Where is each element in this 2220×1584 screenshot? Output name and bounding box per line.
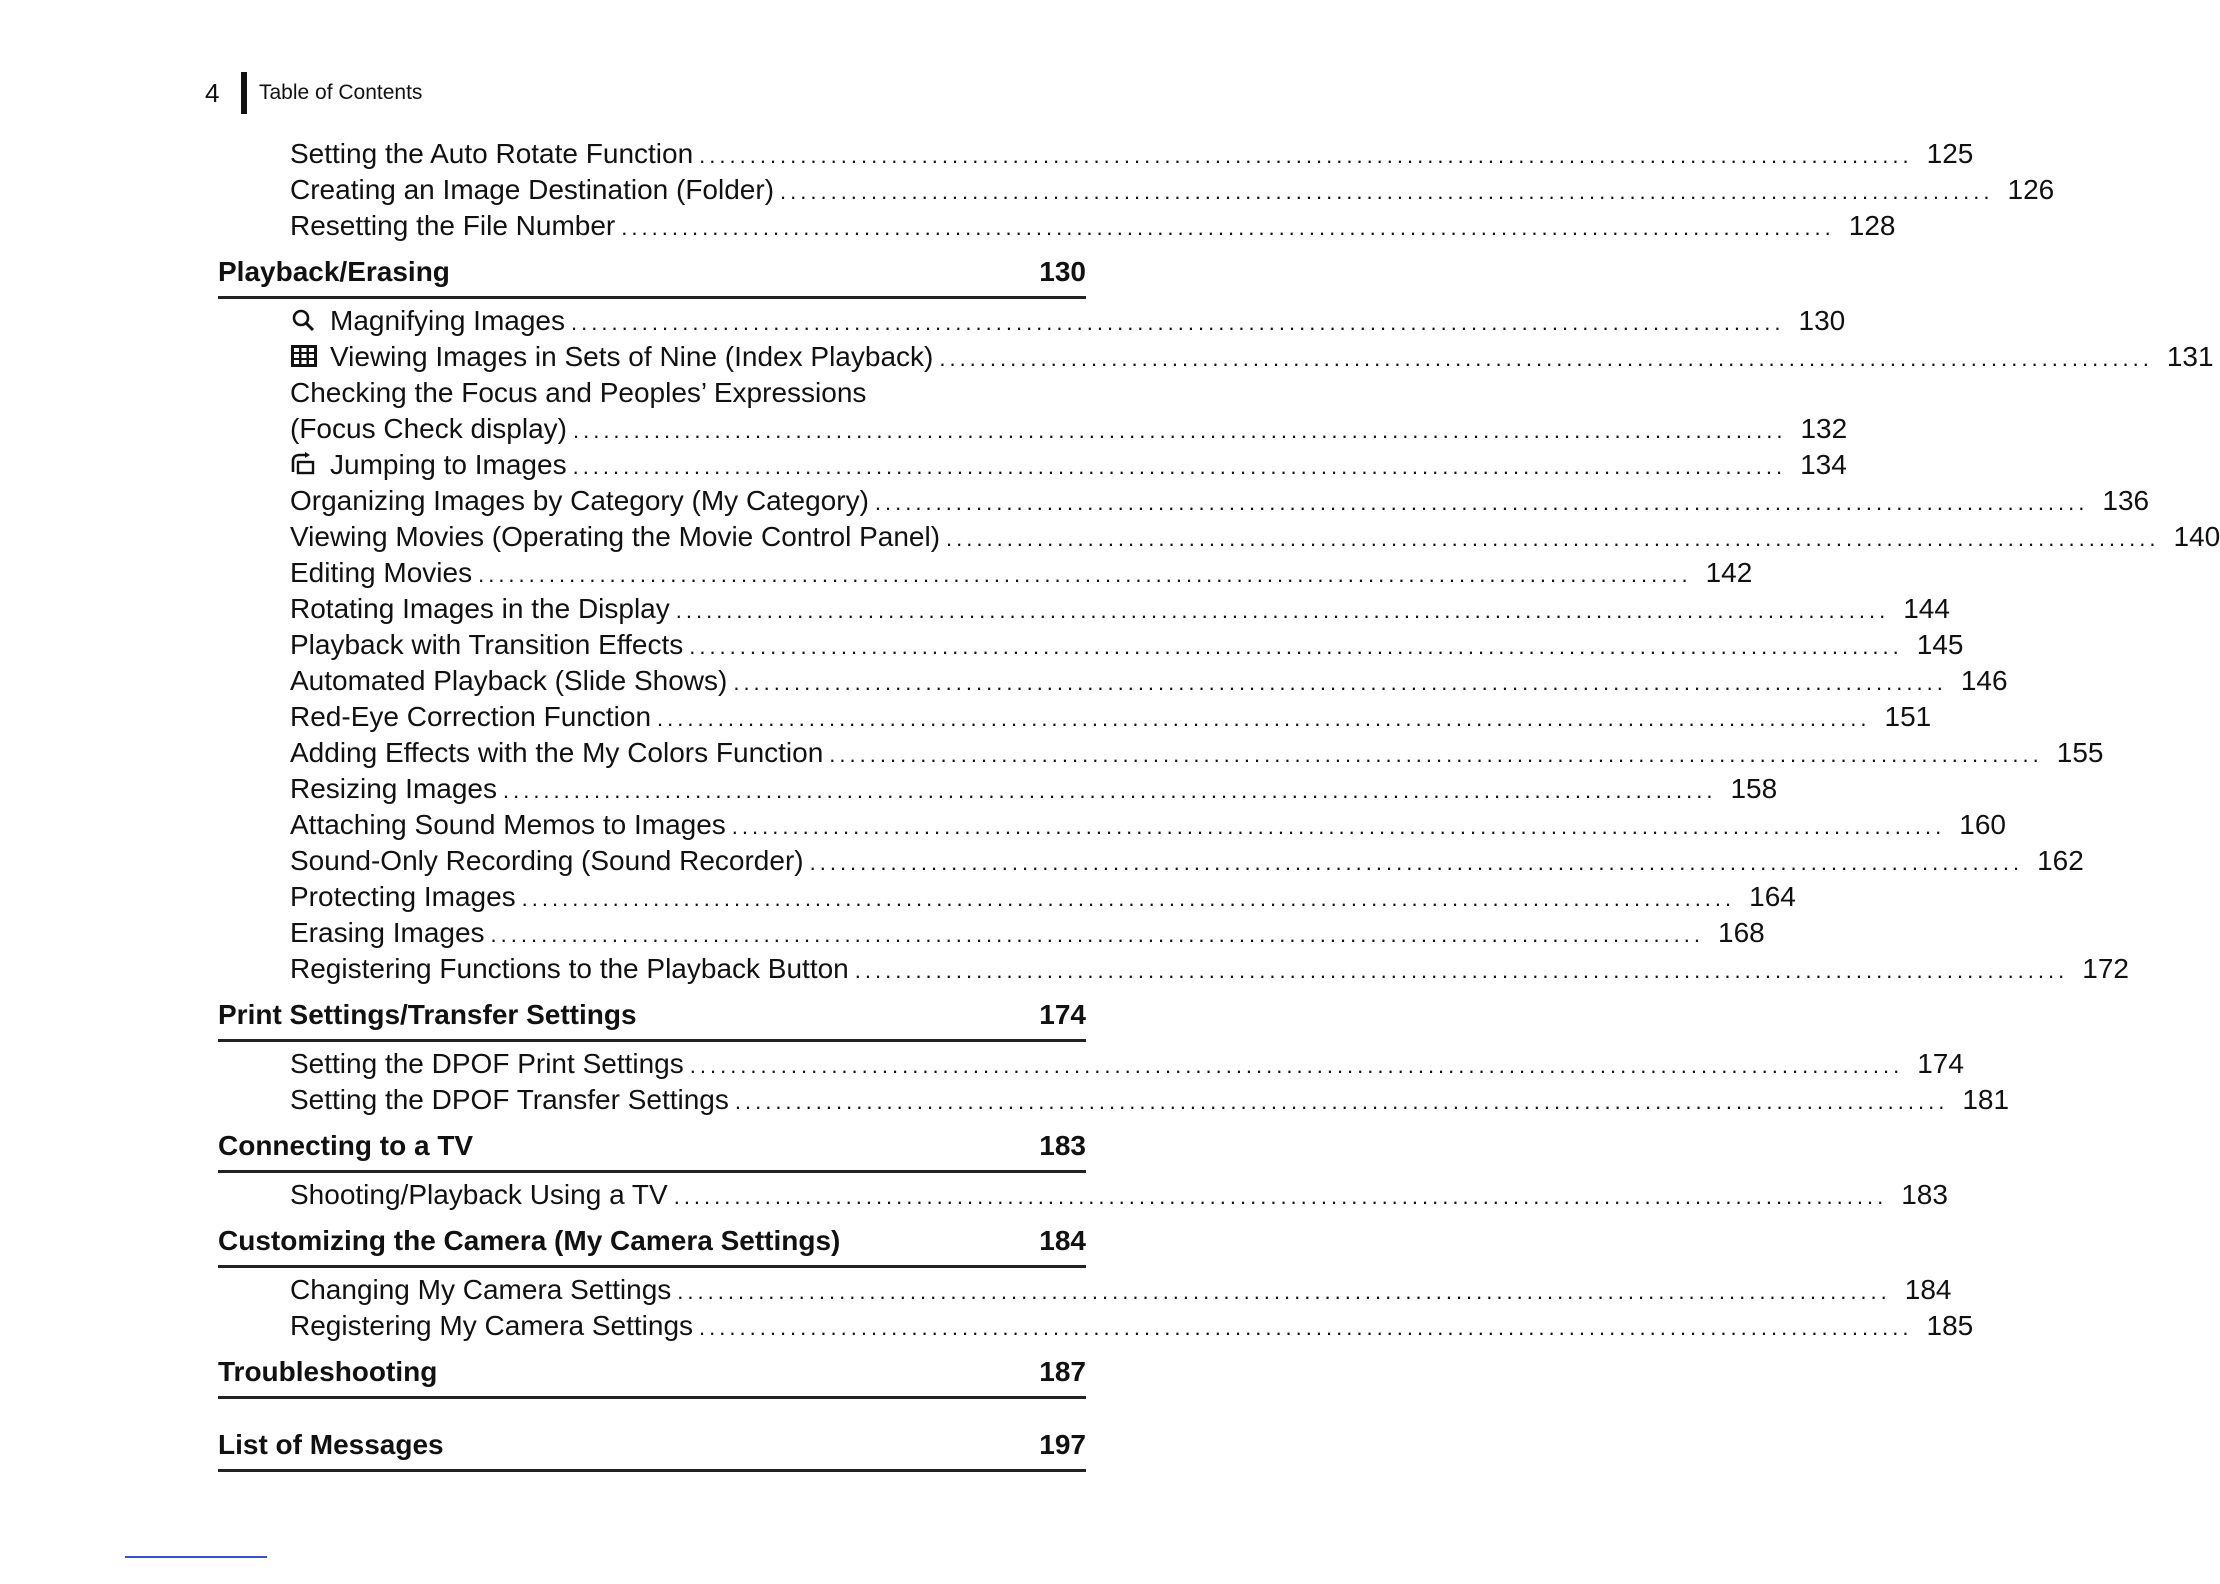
toc-entry-text: Registering My Camera Settings [290, 1310, 694, 1341]
dot-leader: ........................................................................................................................ [939, 346, 2153, 371]
dot-leader: ........................................................................................................................ [478, 562, 1692, 587]
toc-entry-label [290, 557, 472, 589]
toc-entry-page: 172 [2082, 953, 2129, 984]
toc-entry[interactable] [290, 881, 1796, 917]
toc-entry[interactable] [290, 1048, 1964, 1084]
section-page: 184 [1039, 1225, 1086, 1256]
dot-leader: ........................................................................................................................ [780, 179, 1994, 204]
section-page: 174 [1039, 999, 1086, 1030]
dot-leader: ........................................................................................................................ [946, 526, 2160, 551]
section-page: 183 [1039, 1130, 1086, 1161]
toc-entry-label [290, 665, 727, 697]
dot-leader: ........................................................................................................................ [733, 670, 1947, 695]
toc-entry-label [290, 138, 693, 170]
toc-entry-text: Automated Playback (Slide Shows) [290, 665, 728, 696]
toc-entry[interactable] [290, 1084, 2010, 1120]
dot-leader: ........................................................................................................................ [689, 1053, 1904, 1078]
toc-entry-page: 164 [1749, 881, 1796, 912]
toc-entry[interactable] [290, 1310, 1974, 1346]
magnify-icon [290, 308, 318, 332]
toc-entry-label [290, 809, 726, 841]
dot-leader: ........................................................................................................................ [675, 598, 1890, 623]
dot-leader: ........................................................................................................................ [502, 778, 1717, 803]
section-page: 130 [1039, 256, 1086, 287]
toc-entry[interactable] [290, 629, 1964, 665]
toc-entry-text: Setting the DPOF Print Settings [290, 1048, 684, 1079]
toc-entry-page: 145 [1916, 629, 1964, 660]
section-title: Playback/Erasing [218, 256, 450, 287]
toc-entry-text: Organizing Images by Category (My Category) [290, 485, 869, 516]
section-title: Customizing the Camera (My Camera Settings) [218, 1225, 841, 1256]
section-page: 197 [1039, 1429, 1086, 1460]
toc-entry-label [290, 845, 804, 877]
toc-entry-page: 155 [2056, 737, 2104, 768]
section-rule [218, 1039, 1086, 1042]
section-heading[interactable] [218, 1356, 1086, 1392]
toc-entry[interactable] [290, 449, 1847, 485]
dot-leader: ........................................................................................................................ [854, 958, 2069, 983]
dot-leader: ........................................................................................................................ [490, 922, 1705, 947]
toc-entry-label [290, 174, 774, 206]
dot-leader: ........................................................................................................................ [677, 1279, 1891, 1304]
toc-entry-page: 142 [1705, 557, 1753, 588]
toc-entry-text: Magnifying Images [330, 305, 566, 336]
toc-entry[interactable] [290, 773, 1778, 809]
toc-entry-label [290, 1084, 729, 1116]
toc-entry-label [290, 210, 615, 242]
toc-entry-page: 132 [1800, 413, 1848, 444]
toc-entry-page: 130 [1798, 305, 1846, 336]
toc-entry-label [290, 1274, 671, 1306]
index-playback-icon [290, 344, 318, 368]
toc-entry-page: 160 [1959, 809, 2006, 840]
toc-entry[interactable] [290, 521, 2220, 557]
toc-entry[interactable] [290, 341, 2214, 377]
toc-entry-label [290, 485, 869, 517]
toc-entry[interactable] [290, 665, 2008, 701]
toc-entry[interactable] [290, 809, 2006, 845]
dot-leader: ........................................................................................................................ [673, 1184, 1888, 1209]
toc-entry-page: 126 [2007, 174, 2055, 205]
toc-entry-text: Creating an Image Destination (Folder) [290, 174, 775, 205]
toc-entry-label [290, 953, 849, 985]
toc-entry-page: 174 [1917, 1048, 1964, 1079]
toc-entry-page: 136 [2102, 485, 2150, 516]
dot-leader: ........................................................................................................................ [874, 490, 2089, 515]
toc-entry-page: 151 [1884, 701, 1932, 732]
toc-entry-text: Sound-Only Recording (Sound Recorder) [290, 845, 804, 876]
section-title: Print Settings/Transfer Settings [218, 999, 637, 1030]
section-rule [218, 1170, 1086, 1173]
toc-entry-page: 181 [1962, 1084, 2010, 1115]
toc-entry-text: Rotating Images in the Display [290, 593, 670, 624]
dot-leader: ........................................................................................................................ [572, 454, 1787, 479]
toc-entry-page: 131 [2166, 341, 2214, 372]
section-rule [218, 1396, 1086, 1399]
section-title: Troubleshooting [218, 1356, 438, 1387]
toc-entry-text: Setting the Auto Rotate Function [290, 138, 694, 169]
toc-entry-page: 134 [1800, 449, 1847, 480]
toc-entry-label [290, 1179, 668, 1211]
toc-entry-text: Red-Eye Correction Function [290, 701, 652, 732]
toc-entry[interactable] [290, 485, 2150, 521]
toc-entry[interactable] [290, 1179, 1948, 1215]
toc-entry-label [290, 1310, 693, 1342]
toc-entry-text: Playback with Transition Effects [290, 629, 684, 660]
dot-leader: ........................................................................................................................ [521, 886, 1736, 911]
toc-entry-text: Editing Movies [290, 557, 473, 588]
section-heading[interactable] [218, 1429, 1086, 1465]
toc-entry-page: 185 [1926, 1310, 1974, 1341]
dot-leader: ........................................................................................................................ [731, 814, 1946, 839]
toc-entry[interactable] [290, 917, 1765, 953]
toc-entry-label [290, 773, 497, 805]
dot-leader: ........................................................................................................................ [829, 742, 2043, 767]
page-title: Table of Contents [259, 81, 423, 104]
toc-entry-page: 128 [1848, 210, 1896, 241]
toc-entry-label [290, 449, 567, 481]
dot-leader: ........................................................................................................................ [734, 1089, 1949, 1114]
toc-entry-page: 168 [1718, 917, 1765, 948]
toc-entry[interactable] [290, 593, 1950, 629]
toc-entry[interactable] [290, 138, 1974, 174]
toc-entry-text: (Focus Check display) [290, 413, 567, 444]
toc-entry-text: Adding Effects with the My Colors Function [290, 737, 824, 768]
toc-entry-page: 183 [1901, 1179, 1948, 1210]
toc-entry[interactable] [290, 1274, 1952, 1310]
section-title: List of Messages [218, 1429, 444, 1460]
bottom-underline [125, 1556, 267, 1558]
toc-entry[interactable] [290, 737, 2104, 773]
section-page: 187 [1039, 1356, 1086, 1387]
toc-entry-label [290, 1048, 684, 1080]
toc-entry-label [290, 413, 567, 445]
toc-entry[interactable] [290, 210, 1896, 246]
dot-leader: ........................................................................................................................ [699, 143, 1913, 168]
toc-entry-text: Setting the DPOF Transfer Settings [290, 1084, 729, 1115]
toc-entry-text: Jumping to Images [330, 449, 567, 480]
toc-entry[interactable] [290, 845, 2084, 881]
section-heading[interactable] [218, 999, 1086, 1035]
dot-leader: ........................................................................................................................ [572, 418, 1787, 443]
toc-entry-text: Protecting Images [290, 881, 516, 912]
toc-entry-text: Registering Functions to the Playback Button [290, 953, 849, 984]
toc-entry-text: Viewing Images in Sets of Nine (Index Playback) [330, 341, 934, 372]
page-number: 4 [205, 77, 220, 108]
section-heading[interactable] [218, 1130, 1086, 1166]
toc-entry[interactable] [290, 701, 1932, 737]
dot-leader: ........................................................................................................................ [657, 706, 1871, 731]
section-heading[interactable] [218, 1225, 1086, 1261]
toc-entry-label [290, 593, 670, 625]
toc-entry-line [290, 377, 1086, 413]
dot-leader: ........................................................................................................................ [699, 1315, 1913, 1340]
toc-entry-label [290, 305, 565, 337]
toc-entry-page: 184 [1904, 1274, 1952, 1305]
section-rule [218, 1469, 1086, 1472]
toc-entry[interactable] [290, 953, 2129, 989]
toc-entry-label [290, 341, 933, 373]
section-rule [218, 296, 1086, 299]
toc-entry-label [290, 701, 651, 733]
toc-entry-text: Checking the Focus and Peoples’ Expressions [290, 377, 867, 408]
toc-entry[interactable] [290, 305, 1846, 341]
toc-entry-label [290, 737, 823, 769]
dot-leader: ........................................................................................................................ [621, 215, 1835, 240]
toc-entry-text: Viewing Movies (Operating the Movie Control Panel) [290, 521, 941, 552]
toc-entry-text: Attaching Sound Memos to Images [290, 809, 726, 840]
toc-entry-label [290, 629, 683, 661]
toc-entry-text: Shooting/Playback Using a TV [290, 1179, 668, 1210]
dot-leader: ........................................................................................................................ [571, 310, 1785, 335]
section-rule [218, 1265, 1086, 1268]
toc-entry-label [290, 521, 940, 553]
toc-entry-label [290, 881, 516, 913]
toc-entry[interactable] [290, 557, 1753, 593]
dot-leader: ........................................................................................................................ [689, 634, 1903, 659]
toc-entry-text: Resizing Images [290, 773, 497, 804]
toc-entry-text: Erasing Images [290, 917, 485, 948]
toc-entry-page: 125 [1926, 138, 1974, 169]
toc-entry-page: 158 [1730, 773, 1778, 804]
dot-leader: ........................................................................................................................ [809, 850, 2024, 875]
toc-entry[interactable] [290, 174, 2055, 210]
jump-icon [290, 452, 318, 476]
toc-entry-page: 162 [2037, 845, 2084, 876]
section-heading[interactable] [218, 256, 1086, 292]
toc-entry-label [290, 917, 485, 949]
toc-entry-page: 140 [2173, 521, 2220, 552]
toc-entry-text: Resetting the File Number [290, 210, 616, 241]
section-title: Connecting to a TV [218, 1130, 474, 1161]
toc-entry-text: Changing My Camera Settings [290, 1274, 672, 1305]
toc-entry-page: 146 [1960, 665, 2008, 696]
toc-entry[interactable] [290, 413, 1848, 449]
toc-entry-page: 144 [1903, 593, 1950, 624]
